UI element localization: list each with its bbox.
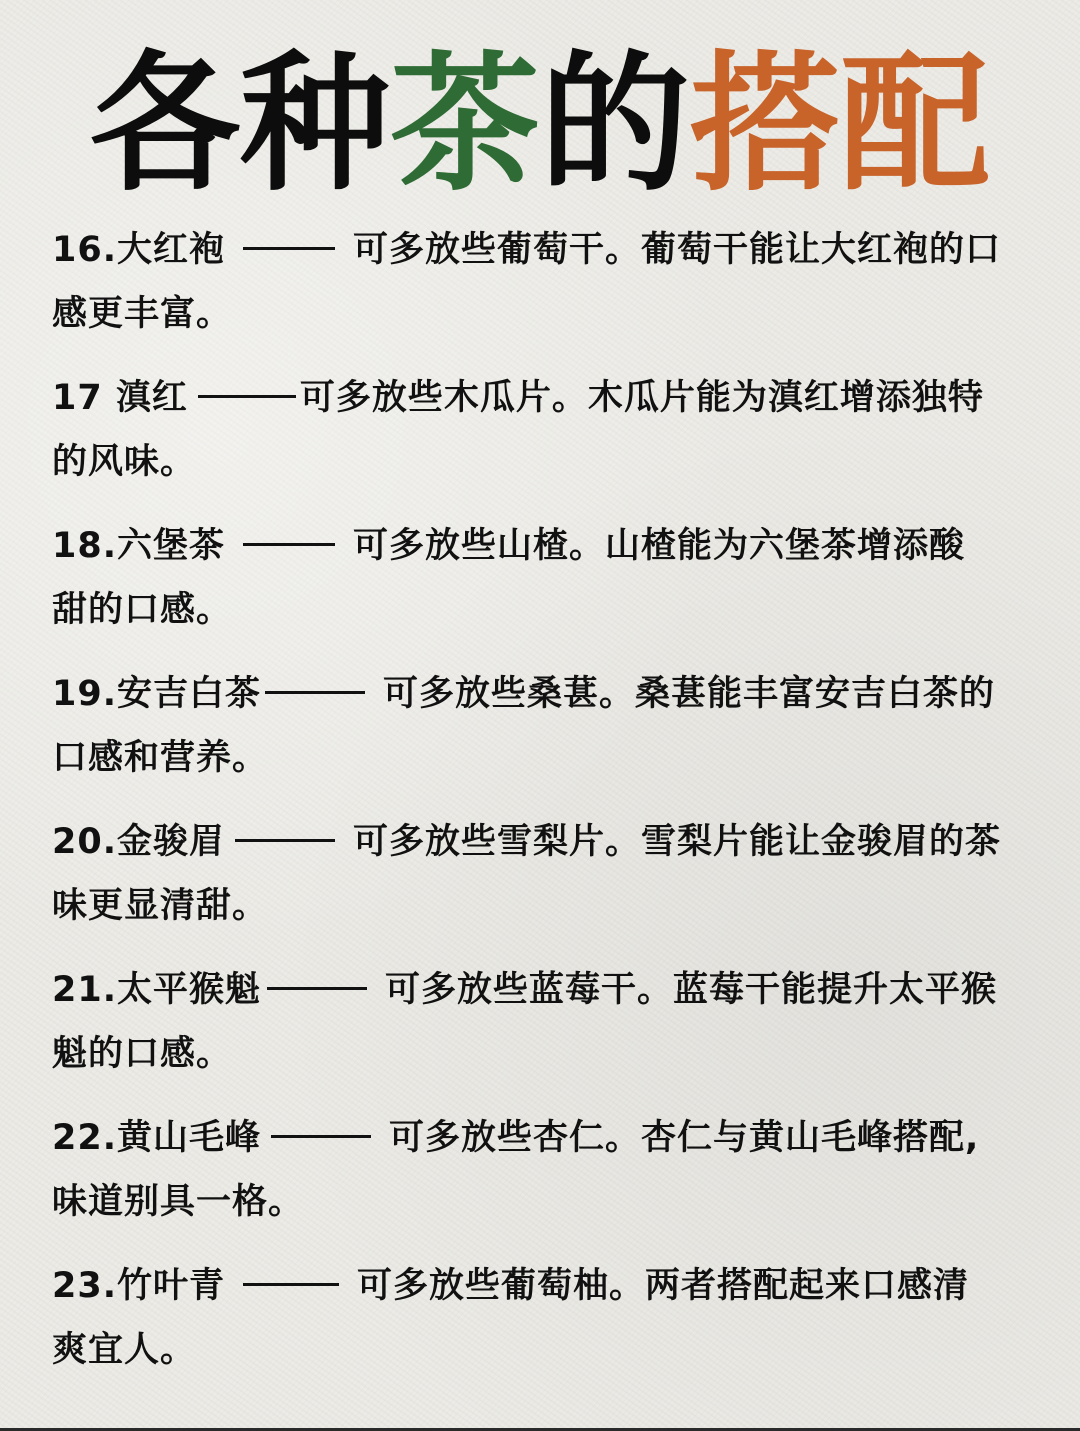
pairing-text: 可多放些葡萄柚。两者搭配起来口感清	[357, 1266, 970, 1306]
tea-name: 22.黄山毛峰	[52, 1118, 262, 1158]
entry-line-2: 感更丰富。	[52, 294, 233, 334]
title-part-pairing: 搭配	[690, 38, 991, 212]
dash-divider	[235, 839, 335, 842]
entry-line-2: 味道别具一格。	[52, 1182, 305, 1222]
dash-divider	[243, 543, 335, 546]
list-item	[52, 810, 1042, 958]
list-item	[52, 218, 1042, 366]
title-part-of: 的	[540, 38, 691, 212]
title-part-tea: 茶	[389, 38, 540, 212]
entry-line-1	[52, 662, 1042, 726]
tea-pairing-list	[52, 218, 1042, 1402]
pairing-text: 可多放些蓝莓干。蓝莓干能提升太平猴	[385, 970, 998, 1010]
entry-line-1	[52, 810, 1042, 874]
tea-name: 18.六堡茶	[52, 526, 226, 566]
list-item	[52, 1254, 1042, 1402]
dash-divider	[271, 1135, 371, 1138]
entry-line-1	[52, 1254, 1042, 1318]
list-item	[52, 366, 1042, 514]
entry-line-1	[52, 1106, 1042, 1170]
page-title	[0, 40, 1080, 210]
pairing-text: 可多放些雪梨片。雪梨片能让金骏眉的茶	[353, 822, 1002, 862]
entry-line-1	[52, 514, 1042, 578]
tea-name: 17 滇红	[52, 378, 188, 418]
tea-name: 20.金骏眉	[52, 822, 226, 862]
pairing-text: 可多放些山楂。山楂能为六堡茶增添酸	[353, 526, 966, 566]
entry-line-2: 的风味。	[52, 442, 197, 482]
dash-divider	[243, 1283, 339, 1286]
pairing-text: 可多放些杏仁。杏仁与黄山毛峰搭配,	[389, 1118, 980, 1158]
tea-name: 21.太平猴魁	[52, 970, 262, 1010]
entry-line-1	[52, 958, 1042, 1022]
list-item	[52, 514, 1042, 662]
dash-divider	[265, 691, 365, 694]
tea-name: 19.安吉白茶	[52, 674, 262, 714]
tea-name: 23.竹叶青	[52, 1266, 226, 1306]
entry-line-1	[52, 366, 1042, 430]
entry-line-1	[52, 218, 1042, 282]
pairing-text: 可多放些木瓜片。木瓜片能为滇红增添独特	[299, 378, 984, 418]
entry-line-2: 味更显清甜。	[52, 886, 269, 926]
pairing-text: 可多放些桑葚。桑葚能丰富安吉白茶的	[383, 674, 996, 714]
entry-line-2: 爽宜人。	[52, 1330, 197, 1370]
dash-divider	[267, 987, 367, 990]
list-item	[52, 1106, 1042, 1254]
list-item	[52, 958, 1042, 1106]
entry-line-2: 魁的口感。	[52, 1034, 233, 1074]
entry-line-2: 甜的口感。	[52, 590, 233, 630]
entry-line-2: 口感和营养。	[52, 738, 269, 778]
list-item	[52, 662, 1042, 810]
tea-name: 16.大红袍	[52, 230, 226, 270]
dash-divider	[243, 247, 335, 250]
pairing-text: 可多放些葡萄干。葡萄干能让大红袍的口	[353, 230, 1002, 270]
title-part-various: 各种	[89, 38, 390, 212]
dash-divider	[198, 395, 296, 398]
